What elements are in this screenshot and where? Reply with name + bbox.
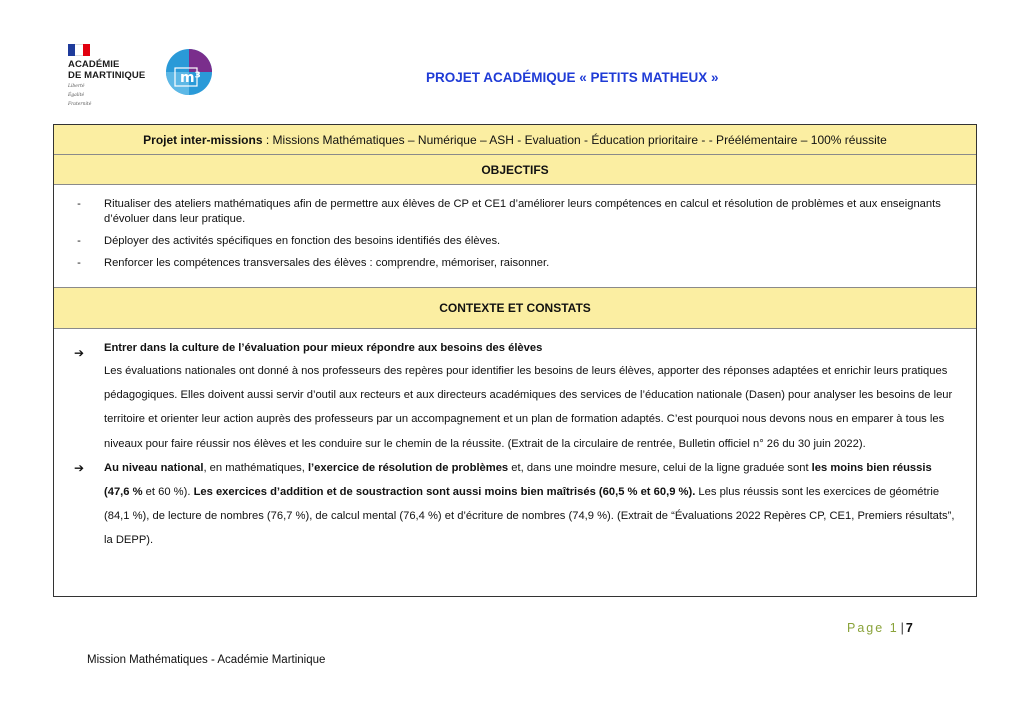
page-total: 7: [905, 621, 913, 635]
motto-line-2: Égalité: [68, 93, 85, 98]
objective-text: Renforcer les compétences transversales des élèves : comprendre, mémoriser, raisonner.: [104, 257, 550, 269]
inter-missions-label: Projet inter-missions: [143, 132, 263, 147]
document-title: PROJET ACADÉMIQUE « PETITS MATHEUX »: [426, 70, 719, 85]
bold-segment: Au niveau national: [104, 461, 204, 474]
context-item-body: [104, 456, 976, 553]
objective-text: Ritualiser des ateliers mathématiques afin de permettre aux élèves de CP et CE1 d’améliorer leurs compétences en calcul et résolution de problèmes et aux enseignants d’évoluer dans leur pratique.: [104, 198, 941, 225]
page-word: Page: [847, 621, 885, 635]
inter-missions-band: [54, 125, 976, 155]
context-list: [54, 329, 976, 553]
academie-logo: [68, 44, 158, 108]
dash-bullet: -: [77, 235, 81, 247]
bold-segment: les moins bien réussis (47,6 %: [104, 461, 932, 499]
project-box: [53, 124, 977, 597]
objectives-list: [54, 185, 976, 287]
footer-text: Mission Mathématiques - Académie Martinique: [87, 654, 326, 666]
list-item: [54, 456, 976, 553]
list-item: [54, 234, 976, 249]
context-heading: CONTEXTE ET CONSTATS: [54, 287, 976, 329]
objectives-heading: OBJECTIFS: [54, 155, 976, 185]
list-item: [54, 197, 976, 227]
context-item-heading: Entrer dans la culture de l’évaluation pour mieux répondre aux besoins des élèves: [104, 342, 543, 354]
list-item: [54, 341, 976, 456]
page-separator: |: [900, 621, 904, 635]
academy-line-2: DE MARTINIQUE: [68, 70, 146, 81]
arrow-right-icon: ➔: [73, 346, 85, 360]
m3-logo-text: m³: [180, 70, 201, 86]
bold-segment: l’exercice de résolution de problèmes: [307, 461, 509, 474]
motto-line-3: Fraternité: [68, 102, 92, 107]
page-number: [847, 621, 913, 635]
page-current: 1: [889, 621, 899, 635]
context-item-body: Les évaluations nationales ont donné à nos professeurs des repères pour identifier les besoins de leurs élèves, apporter des réponses adaptées et enrichir leurs pratiques pédagogiques. Elles doivent aussi servir d’outil aux recteurs et aux directeurs académiques des services de l’éducation nationale (Dasen) pour analyser les besoins de leur territoire et orienter leur action auprès des professeurs par un accompagnement et un plan de formation adaptés. C’est pourquoi nous devons nous en emparer à tous les niveaux pour faire réussir nos élèves et les conduire sur le chemin de la réussite. (Extrait de la circulaire de rentrée, Bulletin officiel n° 26 du 30 juin 2022).: [104, 365, 953, 450]
motto-line-1: Liberté: [68, 84, 85, 89]
academy-line-1: ACADÉMIE: [68, 59, 120, 70]
list-item: [54, 256, 976, 271]
inter-missions-text: : Missions Mathématiques – Numérique – ASH - Evaluation - Éducation prioritaire - - Préélémentaire – 100% réussite: [262, 132, 887, 147]
arrow-right-icon: ➔: [73, 460, 85, 475]
dash-bullet: -: [77, 198, 81, 210]
text-segment: Les plus réussis sont les exercices de géométrie (84,1 %), de lecture de nombres (76,7 %), de calcul mental (76,4 %) et d’écriture de nombres (74,9 %). (Extrait de “Évaluations 2022 Repères CP, CE1, Premiers résultats”, la DEPP).: [104, 486, 955, 547]
objective-text: Déployer des activités spécifiques en fonction des besoins identifiés des élèves.: [104, 235, 501, 247]
french-flag-icon: [68, 44, 90, 56]
dash-bullet: -: [77, 257, 81, 269]
text-segment: et 60 %).: [142, 486, 194, 499]
m3-logo-icon: [165, 48, 213, 96]
bold-segment: Les exercices d’addition et de soustraction sont aussi moins bien maîtrisés (60,5 % et 60,9 %).: [193, 486, 696, 499]
text-segment: et, dans une moindre mesure, celui de la ligne graduée sont: [508, 461, 812, 474]
text-segment: , en mathématiques,: [203, 461, 308, 474]
